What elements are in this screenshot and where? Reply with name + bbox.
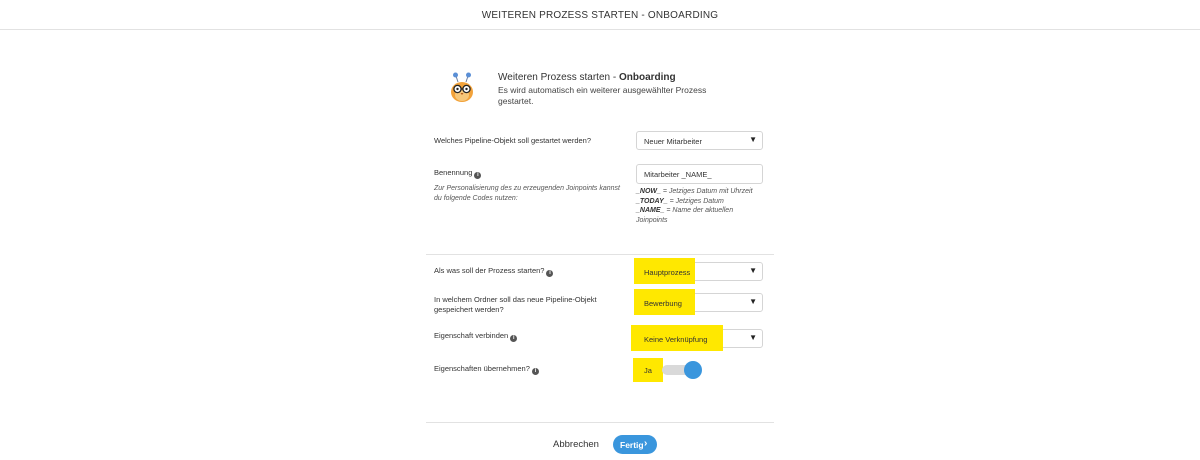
dialog-title bbox=[498, 72, 676, 83]
chevron-down-icon: ▼ bbox=[749, 297, 757, 306]
owl-mascot-icon bbox=[449, 71, 475, 103]
pipeline-object-label: Welches Pipeline-Objekt soll gestartet werden? bbox=[434, 136, 592, 145]
start-as-label-row bbox=[434, 266, 553, 277]
dialog-description: Es wird automatisch ein weiterer ausgewählter Prozess gestartet. bbox=[498, 85, 707, 106]
cancel-button[interactable]: Abbrechen bbox=[553, 439, 599, 450]
folder-value: Bewerbung bbox=[644, 299, 682, 308]
link-property-label: Eigenschaft verbinden bbox=[434, 331, 509, 340]
naming-input[interactable] bbox=[636, 164, 763, 184]
code-now bbox=[636, 187, 764, 197]
copy-properties-label-row bbox=[434, 364, 539, 375]
link-property-value: Keine Verknüpfung bbox=[644, 335, 708, 344]
code-name-desc: = Name der aktuellen Joinpoints bbox=[636, 207, 734, 224]
code-now-desc: = Jetziges Datum mit Uhrzeit bbox=[660, 188, 753, 195]
copy-properties-value: Ja bbox=[644, 366, 652, 375]
copy-properties-label: Eigenschaften übernehmen? bbox=[434, 364, 530, 373]
chevron-down-icon: ▼ bbox=[749, 333, 757, 342]
code-today bbox=[636, 197, 764, 207]
title-bar bbox=[0, 0, 1200, 30]
start-as-value: Hauptprozess bbox=[644, 268, 691, 277]
chevron-down-icon: ▼ bbox=[749, 266, 757, 275]
info-icon[interactable]: i bbox=[474, 172, 481, 179]
naming-label: Benennung bbox=[434, 168, 473, 177]
code-name bbox=[636, 206, 764, 225]
dialog-title-process: Onboarding bbox=[618, 72, 676, 83]
start-as-select[interactable] bbox=[636, 262, 763, 281]
chevron-right-icon: › bbox=[644, 438, 648, 449]
code-today-desc: = Jetziges Datum bbox=[667, 197, 724, 205]
naming-codes bbox=[636, 187, 764, 225]
link-property-label-row bbox=[434, 331, 517, 342]
info-icon[interactable]: i bbox=[510, 335, 517, 342]
info-icon[interactable]: i bbox=[546, 270, 553, 277]
section-divider bbox=[426, 254, 774, 255]
folder-select[interactable] bbox=[636, 293, 763, 312]
window-title: WEITEREN PROZESS STARTEN - ONBOARDING bbox=[481, 10, 719, 21]
finish-button[interactable] bbox=[613, 435, 657, 454]
dialog-title-prefix: Weiteren Prozess starten - bbox=[498, 72, 619, 83]
pipeline-object-select[interactable] bbox=[636, 131, 763, 150]
start-as-label: Als was soll der Prozess starten? bbox=[434, 266, 545, 275]
chevron-down-icon: ▼ bbox=[749, 135, 757, 144]
code-now-key: _NOW_ bbox=[636, 188, 661, 195]
toggle-knob[interactable] bbox=[684, 361, 702, 379]
pipeline-object-value: Neuer Mitarbeiter bbox=[644, 137, 702, 146]
finish-label: Fertig bbox=[620, 440, 644, 450]
folder-label: In welchem Ordner soll das neue Pipeline-Objekt gespeichert werden? bbox=[434, 295, 597, 314]
info-icon[interactable]: i bbox=[532, 368, 539, 375]
link-property-select[interactable] bbox=[636, 329, 763, 348]
naming-hint: Zur Personalisierung des zu erzeugenden Joinpoints kannst du folgende Codes nutzen: bbox=[434, 185, 621, 202]
code-name-key: _NAME_ bbox=[636, 207, 665, 214]
naming-label-row bbox=[434, 168, 481, 179]
code-today-key: _TODAY_ bbox=[636, 197, 668, 205]
footer-divider bbox=[426, 422, 774, 423]
copy-properties-toggle[interactable] bbox=[636, 361, 702, 379]
naming-input-value: Mitarbeiter _NAME_ bbox=[644, 170, 712, 179]
